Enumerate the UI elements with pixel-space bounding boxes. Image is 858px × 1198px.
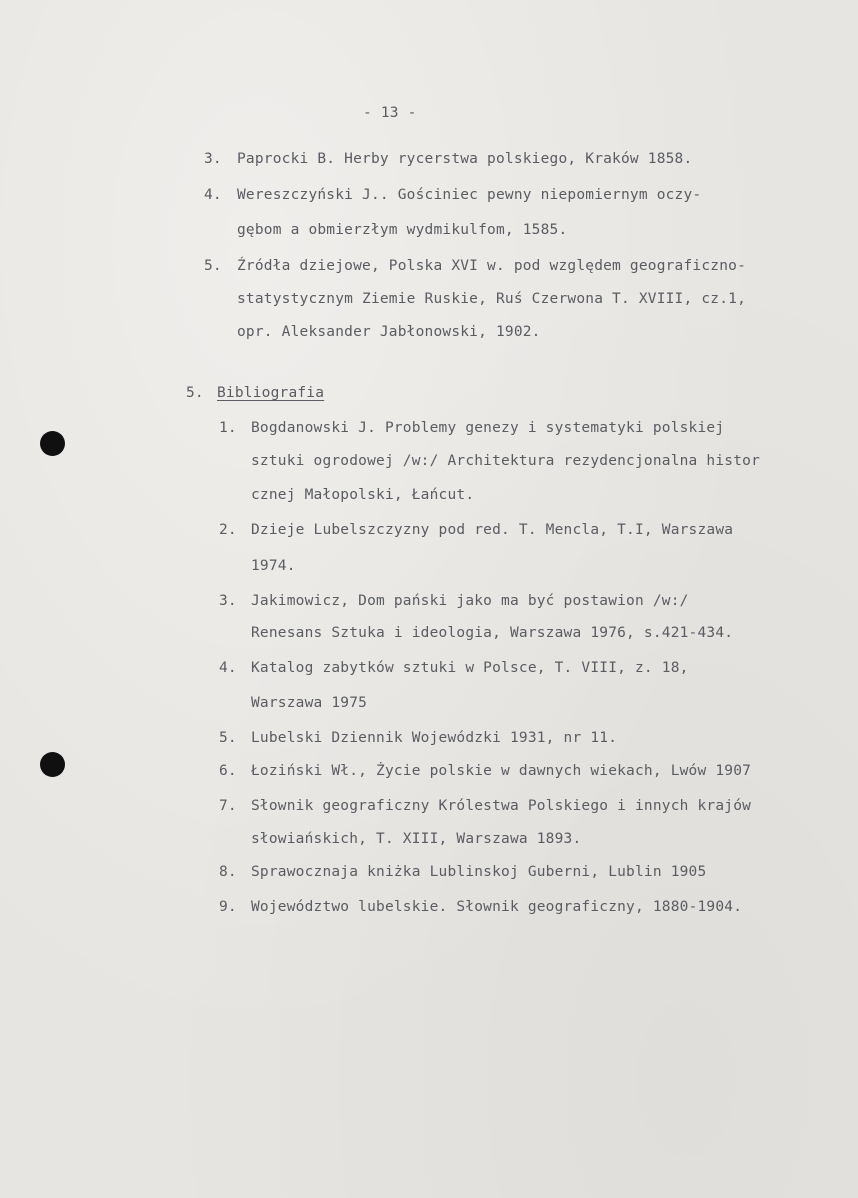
list-number: 2. bbox=[219, 522, 237, 538]
list-number: 7. bbox=[219, 798, 237, 814]
list-item-line: słowiańskich, T. XIII, Warszawa 1893. bbox=[251, 831, 582, 847]
list-number: 8. bbox=[219, 864, 237, 880]
list-number: 3. bbox=[219, 593, 237, 609]
list-item-line: Katalog zabytków sztuki w Polsce, T. VIII, z. 18, bbox=[251, 660, 689, 676]
list-number: 9. bbox=[219, 899, 237, 915]
list-number: 1. bbox=[219, 420, 237, 436]
list-item-line: Łoziński Wł., Życie polskie w dawnych wiekach, Lwów 1907 bbox=[251, 763, 752, 779]
list-item-line: 1974. bbox=[251, 558, 296, 574]
list-item-line: Dzieje Lubelszczyzny pod red. T. Mencla, T.I, Warszawa bbox=[251, 522, 734, 538]
list-item-line: cznej Małopolski, Łańcut. bbox=[251, 487, 475, 503]
list-item-line: Bogdanowski J. Problemy genezy i systematyki polskiej bbox=[251, 420, 725, 436]
list-number: 5. bbox=[204, 258, 222, 274]
list-item-line: Sprawocznaja kniżka Lublinskoj Guberni, Lublin 1905 bbox=[251, 864, 707, 880]
list-number: 6. bbox=[219, 763, 237, 779]
section-heading: Bibliografia bbox=[217, 385, 325, 401]
list-item-line: sztuki ogrodowej /w:/ Architektura rezydencjonalna histor bbox=[251, 453, 760, 469]
list-item-line: Słownik geograficzny Królestwa Polskiego i innych krajów bbox=[251, 798, 752, 814]
list-item-line: opr. Aleksander Jabłonowski, 1902. bbox=[237, 324, 541, 340]
punch-hole bbox=[40, 752, 65, 777]
list-number: 4. bbox=[219, 660, 237, 676]
page-number: - 13 - bbox=[363, 105, 417, 121]
list-item-line: statystycznym Ziemie Ruskie, Ruś Czerwona T. XVIII, cz.1, bbox=[237, 291, 746, 307]
list-number: 3. bbox=[204, 151, 222, 167]
section-number: 5. bbox=[186, 385, 204, 401]
list-item-line: Lubelski Dziennik Wojewódzki 1931, nr 11. bbox=[251, 730, 618, 746]
list-item-line: Jakimowicz, Dom pański jako ma być postawion /w:/ bbox=[251, 593, 689, 609]
punch-hole bbox=[40, 431, 65, 456]
list-number: 5. bbox=[219, 730, 237, 746]
list-item-line: Źródła dziejowe, Polska XVI w. pod względem geograficzno- bbox=[237, 258, 746, 274]
list-item-line: Wereszczyński J.. Gościniec pewny niepomiernym oczy- bbox=[237, 187, 702, 203]
list-item-line: gębom a obmierzłym wydmikulfom, 1585. bbox=[237, 222, 568, 238]
list-item-line: Renesans Sztuka i ideologia, Warszawa 1976, s.421-434. bbox=[251, 625, 734, 641]
list-number: 4. bbox=[204, 187, 222, 203]
list-item-line: Województwo lubelskie. Słownik geograficzny, 1880-1904. bbox=[251, 899, 743, 915]
list-item-line: Warszawa 1975 bbox=[251, 695, 368, 711]
list-item-line: Paprocki B. Herby rycerstwa polskiego, Kraków 1858. bbox=[237, 151, 693, 167]
